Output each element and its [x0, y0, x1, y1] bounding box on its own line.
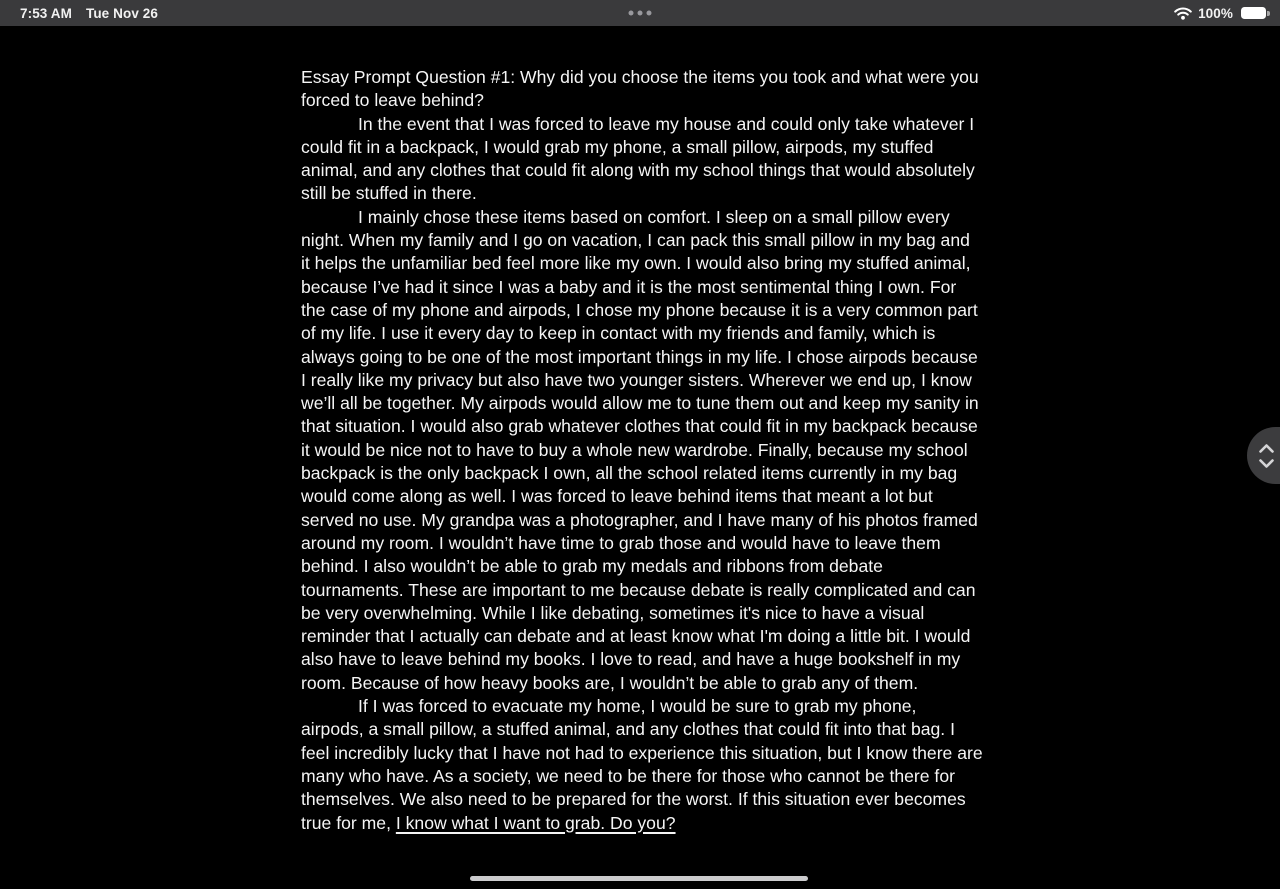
home-indicator[interactable]	[470, 876, 808, 882]
wifi-icon	[1174, 7, 1192, 20]
underlined-text[interactable]: I know what I want to grab. Do you?	[395, 812, 676, 833]
dot-icon	[629, 11, 634, 16]
chevron-down-icon[interactable]	[1258, 458, 1275, 469]
document-paragraph[interactable]: In the event that I was forced to leave my house and could only take whatever I could fit in a backpack, I would grab my phone, a small pillow, airpods, my stuffed animal, and any clothes that could fit along with my school things that would absolutely still be stuffed in there.	[301, 113, 975, 204]
status-bar	[0, 0, 1280, 26]
clock-date: Tue Nov 26	[85, 5, 158, 21]
battery-icon	[1241, 7, 1266, 19]
chevron-up-icon[interactable]	[1258, 443, 1275, 454]
dot-icon	[638, 11, 643, 16]
document-paragraph[interactable]: I mainly chose these items based on comfort. I sleep on a small pillow every night. When my family and I go on vacation, I can pack this small pillow in my bag and it helps the unfamiliar bed feel more like my own. I would also bring my stuffed animal, because I’ve had it since I was a baby and it is the most sentimental thing I own. For the case of my phone and airpods, I chose my phone because it is a very common part of my life. I use it every day to keep in contact with my friends and family, which is always going to be one of the most important things in my life. I chose airpods because I really like my privacy but also have two younger sisters. Wherever we end up, I know we’ll all be together. My airpods would allow me to tune them out and keep my sanity in that situation. I would also grab whatever clothes that could fit in my backpack because it would be nice not to have to buy a whole new wardrobe. Finally, because my school backpack is the only backpack I own, all the school related items currently in my bag would come along as well. I was forced to leave behind items that meant a lot but served no use. My grandpa was a photographer, and I have many of his photos framed around my room. I wouldn’t have time to grab those and would have to leave them behind. I also wouldn’t be able to grab my medals and ribbons from debate tournaments. These are important to me because debate is really complicated and can be very overwhelming. While I like debating, sometimes it's nice to have a visual reminder that I actually can debate and at least know what I'm doing a little bit. I would also have to leave behind my books. I love to read, and have a huge bookshelf in my room. Because of how heavy books are, I wouldn’t be able to grab any of them.	[301, 206, 979, 693]
scroll-widget[interactable]	[1247, 427, 1280, 484]
status-bar-right	[1174, 6, 1266, 21]
status-bar-left	[20, 6, 158, 21]
document-body[interactable]	[301, 66, 983, 835]
multitask-dots	[629, 11, 652, 16]
document-title[interactable]: Essay Prompt Question #1: Why did you choose the items you took and what were you forced to leave behind?	[301, 67, 979, 111]
document-paragraph[interactable]: If I was forced to evacuate my home, I would be sure to grab my phone, airpods, a small pillow, a stuffed animal, and any clothes that could fit into that bag. I feel incredibly lucky that I have not had to experience this situation, but I know there are many who have. As a society, we need to be there for those who cannot be there for themselves. We also need to be prepared for the worst. If this situation ever becomes true for me, I know what I want to grab. Do you?	[301, 696, 983, 833]
battery-percent: 100%	[1198, 5, 1233, 21]
clock-time: 7:53 AM	[20, 5, 72, 21]
dot-icon	[647, 11, 652, 16]
